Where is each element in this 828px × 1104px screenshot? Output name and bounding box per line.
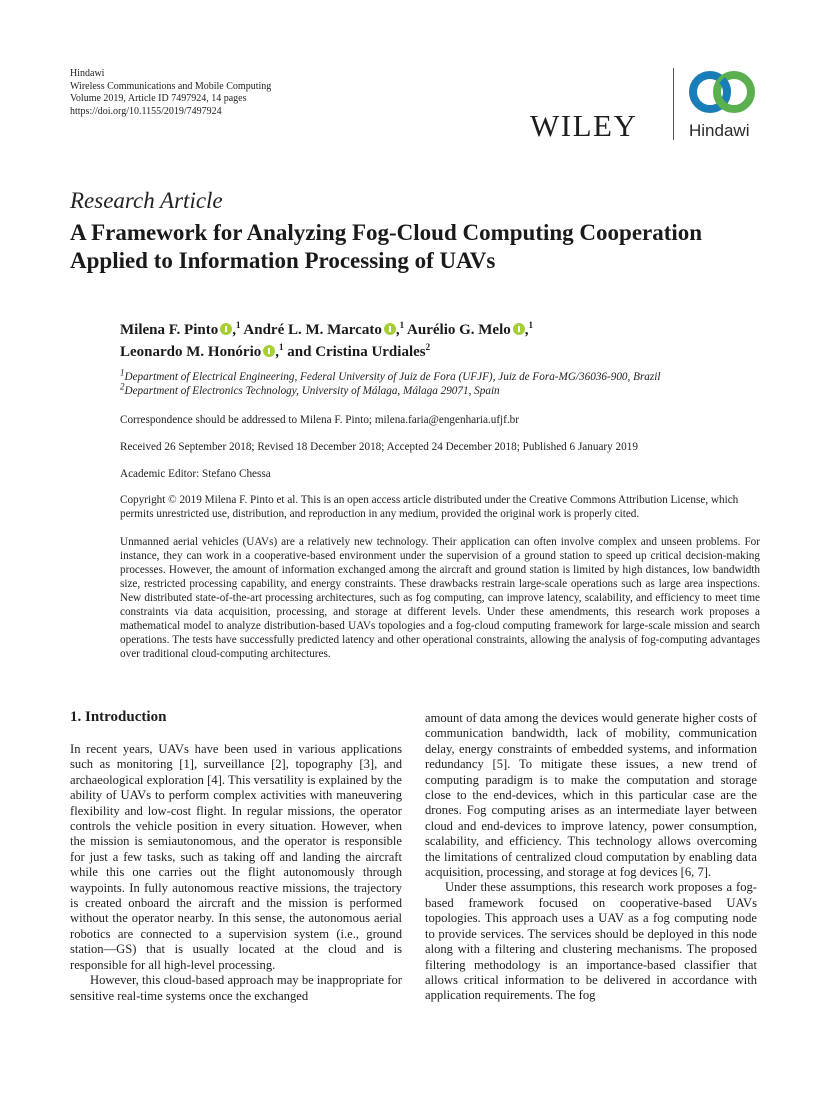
author-affiliation-sup: 1 <box>399 320 405 330</box>
intro-right-column <box>425 711 757 1004</box>
author-5 <box>315 344 430 360</box>
authors-conjunction: and <box>287 344 312 360</box>
hindawi-logo-text: Hindawi <box>689 121 750 140</box>
author-affiliation-sup: 1 <box>279 342 284 352</box>
author-3: Aurélio G. Melo ,$^1$ <box>407 320 534 338</box>
author-affiliation-sup: 1 <box>235 320 241 330</box>
journal-name: Wireless Communications and Mobile Computing <box>70 80 272 92</box>
publication-dates: Received 26 September 2018; Revised 18 December 2018; Accepted 24 December 2018; Published 6 January 2019 <box>120 441 638 453</box>
correspondence: Correspondence should be addressed to Milena F. Pinto; milena.faria@engenharia.ufjf.br <box>120 414 519 426</box>
logo-divider <box>673 68 674 140</box>
journal-doi[interactable]: https://doi.org/10.1155/2019/7497924 <box>70 105 222 117</box>
paragraph: Under these assumptions, this research work proposes a fog-based framework focused on cooperative-based UAVs topologies. This approach uses a UAV as a fog computing node to provide services. The services should be deployed in this node along with a filtering and clustering mechanisms. The proposed filtering methodology is an importance-based classifier that allows critical information to be delivered in accordance with application requirements. The fog <box>425 880 757 1003</box>
abstract: Unmanned aerial vehicles (UAVs) are a relatively new technology. Their application can often involve complex and unseen problems. For instance, they can work in a cooperative-based environment under the supervision of a ground station to speed up critical decision-making processes. However, the amount of information exchanged among the aircraft and ground station is limited by high distances, low bandwidth size, restricted processing capability, and energy constraints. These drawbacks restrain large-scale operations such as large area inspections. New distributed state-of-the-art processing architectures, such as fog computing, can improve latency, scalability, and efficiency to meet time constraints via data acquisition, processing, and storage at different levels. Under these amendments, this research work proposes a mathematical model to analyze distribution-based UAVs topologies and a fog-cloud computing framework for large-scale mission and search operations. The tests have successfully predicted latency and other operational constraints, allowing the analysis of fog-computing advantages over traditional cloud-computing architectures. <box>120 536 760 660</box>
affiliation-1: $^1$Department of Electrical Engineering, Federal University of Juiz de Fora (UFJF), Juiz de Fora-MG/36036-900, Brazil <box>120 367 661 383</box>
journal-info <box>70 68 271 118</box>
article-title: A Framework for Analyzing Fog-Cloud Computing Cooperation Applied to Information Processing of UAVs <box>70 220 703 273</box>
author-2: André L. M. Marcato ,$^1$ <box>243 320 405 338</box>
hindawi-logo-icon <box>688 66 758 118</box>
author-affiliation-sup: 1 <box>528 320 534 330</box>
author-name: Milena F. Pinto <box>120 322 219 338</box>
author-name: Aurélio G. Melo <box>407 322 511 338</box>
orcid-icon[interactable] <box>263 345 275 357</box>
author-affiliation-sup: 2 <box>425 342 431 352</box>
orcid-icon[interactable] <box>384 323 396 335</box>
orcid-icon[interactable] <box>220 323 232 335</box>
orcid-icon[interactable] <box>513 323 525 335</box>
publisher-name: Hindawi <box>70 68 105 79</box>
paragraph: However, this cloud-based approach may be inappropriate for sensitive real-time systems once the exchanged <box>70 973 402 1003</box>
affiliations <box>120 367 760 398</box>
author-4: Leonardo M. Honório ,$^1$ <box>120 342 284 360</box>
author-name: Cristina Urdiales <box>315 344 426 360</box>
author-1: Milena F. Pinto ,$^1$ <box>120 320 241 338</box>
author-list <box>120 319 760 363</box>
author-name: Leonardo M. Honório <box>120 344 262 360</box>
article-type: Research Article <box>70 188 223 213</box>
journal-volume: Volume 2019, Article ID 7497924, 14 pages <box>70 93 247 105</box>
wiley-logo: WILEY <box>530 108 638 143</box>
section-heading: 1. Introduction <box>70 709 167 725</box>
author-name: André L. M. Marcato <box>243 322 382 338</box>
copyright-notice: Copyright © 2019 Milena F. Pinto et al. This is an open access article distributed under the Creative Commons Attribution License, which permits unrestricted use, distribution, and reproduction in any medium, provided the original work is properly cited. <box>120 494 739 520</box>
intro-left-column <box>70 708 402 1004</box>
paragraph: amount of data among the devices would generate higher costs of communication bandwidth, lack of mobility, communication delay, energy constraints of embedded systems, and information redundancy [5]. To mitigate these issues, a new trend of computing paradigm is to make the computation and storage close to the end-devices, which in this particular case are the drones. Fog computing arises as an intermediate layer between cloud and end-devices to improve latency, power consumption, scalability, and efficiency. This technology allows overcoming the limitations of centralized cloud computation by enabling data acquisition, processing, and storage at fog devices [6, 7]. <box>425 711 757 880</box>
paragraph: In recent years, UAVs have been used in various applications such as monitoring [1], surveillance [2], topography [3], and archaeological exploration [4]. This versatility is explained by the ability of UAVs to perform complex activities with maneuvering flexibility and low-cost flight. In regular missions, the operator controls the vehicle position in every situation. However, when the mission is semiautonomous, and the operator is responsible for just a few tasks, such as taking off and landing the aircraft while this one carries out the flight autonomously through waypoints. In fully autonomous reactive missions, the trajectory is created onboard the aircraft and the mission is performed without the operator nearby. In this sense, the autonomous aerial robotics are connected to a supervision system (i.e., ground station—GS) that is usually located at the cloud and is responsible for all high-level processing. <box>70 742 402 972</box>
affiliation-2: $^2$Department of Electronics Technology, University of Málaga, Málaga 29071, Spain <box>120 381 500 397</box>
academic-editor: Academic Editor: Stefano Chessa <box>120 468 271 480</box>
